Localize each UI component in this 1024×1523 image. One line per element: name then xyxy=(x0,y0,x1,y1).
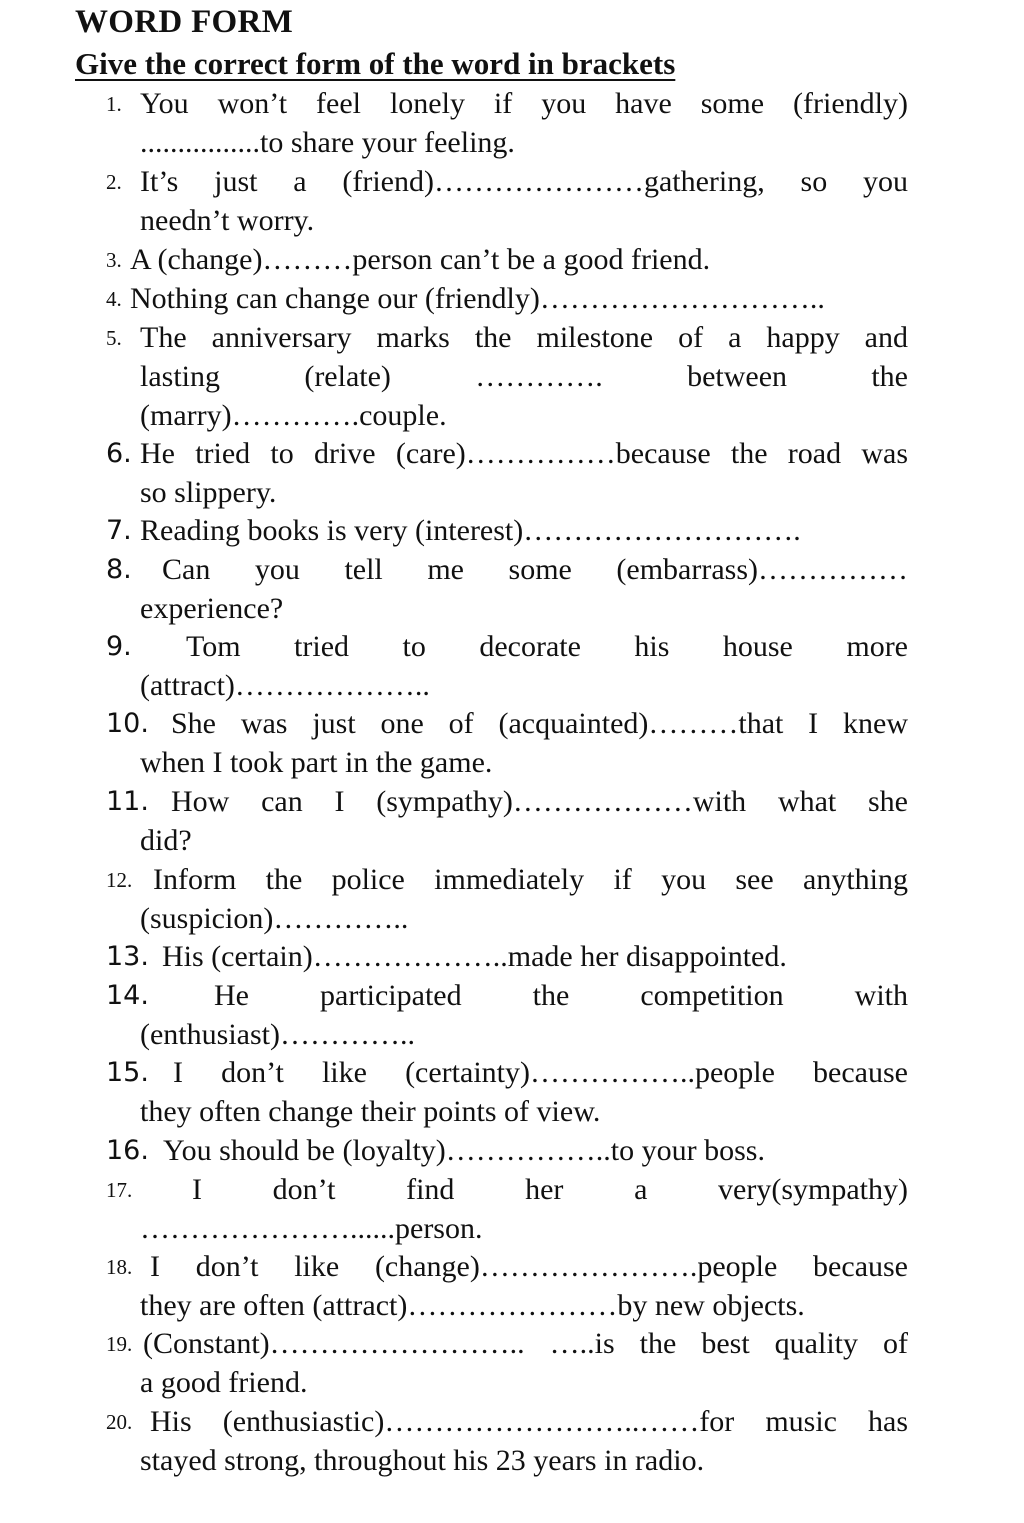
item-number: 1. xyxy=(106,92,122,116)
item-text-line: ................to share your feeling. xyxy=(140,126,515,159)
item-number: 19. xyxy=(106,1332,133,1356)
item-text-line: She was just one of (acquainted)………that I knew xyxy=(171,707,908,740)
item-number: 14. xyxy=(106,980,149,1011)
item-text-line: Tom tried to decorate his house more xyxy=(186,630,908,663)
item-number: 5. xyxy=(106,326,122,350)
item-text-line: He tried to drive (care)……………because the road was xyxy=(140,437,908,470)
item-text-line: …………………......person. xyxy=(140,1212,483,1245)
item-number: 13. xyxy=(106,941,149,972)
item-text-line: I don’t like (change)………………….people because xyxy=(150,1250,908,1283)
item-text-line: He participated the competition with xyxy=(214,979,908,1012)
item-text-line: (attract)……………….. xyxy=(140,669,430,702)
item-text-line: (enthusiast)………….. xyxy=(140,1018,415,1051)
item-text-line: they are often (attract)…………………by new objects. xyxy=(140,1289,805,1322)
item-number: 20. xyxy=(106,1410,133,1434)
item-number: 6. xyxy=(106,438,132,469)
item-text-line: stayed strong, throughout his 23 years in radio. xyxy=(140,1444,705,1477)
item-number: 15. xyxy=(106,1057,149,1088)
item-text-line: lasting (relate) …………. between the xyxy=(140,360,908,393)
item-text-line: Can you tell me some (embarrass)…………… xyxy=(162,553,908,586)
item-number: 18. xyxy=(106,1255,133,1279)
item-number: 9. xyxy=(106,631,132,662)
item-text-line: (marry)………….couple. xyxy=(140,399,447,432)
item-text-line: a good friend. xyxy=(140,1366,308,1399)
item-text-line: I don’t like (certainty)……………..people because xyxy=(173,1056,908,1089)
item-text-line: It’s just a (friend)…………………gathering, so you xyxy=(140,165,908,198)
item-number: 16. xyxy=(106,1135,149,1166)
item-text-line: You should be (loyalty)……………..to your boss. xyxy=(163,1134,765,1167)
item-text-line: I don’t find her a very(sympathy) xyxy=(192,1173,908,1206)
item-text-line: (Constant)…………………….. …..is the best quality of xyxy=(143,1327,908,1360)
item-text-line: they often change their points of view. xyxy=(140,1095,601,1128)
item-number: 10. xyxy=(106,708,149,739)
item-text-line: Inform the police immediately if you see anything xyxy=(153,863,908,896)
item-text-line: You won’t feel lonely if you have some (friendly) xyxy=(140,87,908,120)
item-text-line: The anniversary marks the milestone of a happy and xyxy=(140,321,908,354)
item-number: 3. xyxy=(106,248,122,272)
item-text-line: His (enthusiastic)……………………..……for music has xyxy=(150,1405,908,1438)
item-number: 2. xyxy=(106,170,122,194)
item-text-line: experience? xyxy=(140,592,284,625)
item-text-line: when I took part in the game. xyxy=(140,746,493,779)
item-number: 7. xyxy=(106,515,132,546)
item-text-line: so slippery. xyxy=(140,476,277,509)
item-text-line: (suspicion)………….. xyxy=(140,902,409,935)
item-text-line: Nothing can change our (friendly)……………………….. xyxy=(130,282,825,315)
item-text-line: Reading books is very (interest)………………………. xyxy=(140,514,801,547)
page-title: WORD FORM xyxy=(75,4,294,40)
item-text-line: A (change)………person can’t be a good friend. xyxy=(130,243,711,276)
item-text-line: How can I (sympathy)………………with what she xyxy=(171,785,908,818)
item-number: 11. xyxy=(106,786,149,817)
item-text-line: needn’t worry. xyxy=(140,204,315,237)
item-number: 8. xyxy=(106,554,132,585)
item-number: 17. xyxy=(106,1178,133,1202)
item-number: 12. xyxy=(106,868,133,892)
item-text-line: did? xyxy=(140,824,192,857)
item-text-line: His (certain)………………..made her disappointed. xyxy=(162,940,787,973)
item-number: 4. xyxy=(106,287,122,311)
instruction-heading: Give the correct form of the word in brackets xyxy=(75,46,676,81)
